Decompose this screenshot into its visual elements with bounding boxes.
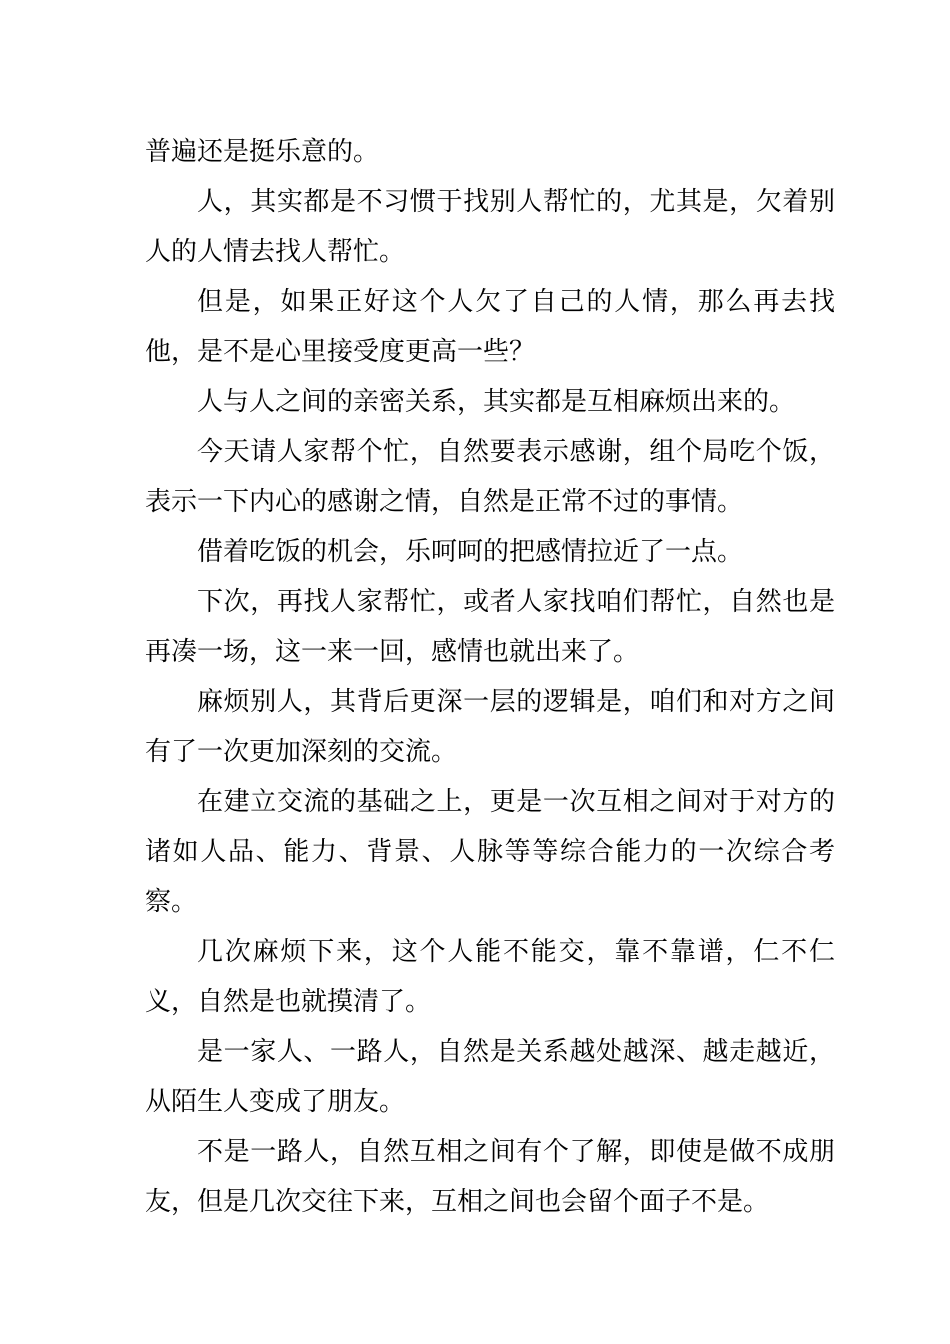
paragraph: 今天请人家帮个忙，自然要表示感谢，组个局吃个饭，表示一下内心的感谢之情，自然是正常不过的事情。 xyxy=(145,437,835,517)
paragraph-continued: 普遍还是挺乐意的。 xyxy=(145,137,380,167)
paragraph: 在建立交流的基础之上，更是一次互相之间对于对方的诸如人品、能力、背景、人脉等等综合能力的一次综合考察。 xyxy=(145,787,835,917)
paragraph: 下次，再找人家帮忙，或者人家找咱们帮忙，自然也是再凑一场，这一来一回，感情也就出来了。 xyxy=(145,587,835,667)
paragraph: 麻烦别人，其背后更深一层的逻辑是，咱们和对方之间有了一次更加深刻的交流。 xyxy=(145,687,835,767)
paragraph: 不是一路人，自然互相之间有个了解，即使是做不成朋友，但是几次交往下来，互相之间也会留个面子不是。 xyxy=(145,1137,835,1217)
paragraph: 人与人之间的亲密关系，其实都是互相麻烦出来的。 xyxy=(197,387,796,417)
paragraph: 几次麻烦下来，这个人能不能交，靠不靠谱，仁不仁义，自然是也就摸清了。 xyxy=(145,937,835,1017)
paragraph: 人，其实都是不习惯于找别人帮忙的，尤其是，欠着别人的人情去找人帮忙。 xyxy=(145,187,835,267)
paragraph: 借着吃饭的机会，乐呵呵的把感情拉近了一点。 xyxy=(197,537,744,567)
paragraph: 是一家人、一路人，自然是关系越处越深、越走越近，从陌生人变成了朋友。 xyxy=(145,1037,835,1117)
document-body xyxy=(145,127,835,1227)
paragraph: 但是，如果正好这个人欠了自己的人情，那么再去找他，是不是心里接受度更高一些？ xyxy=(145,287,835,367)
